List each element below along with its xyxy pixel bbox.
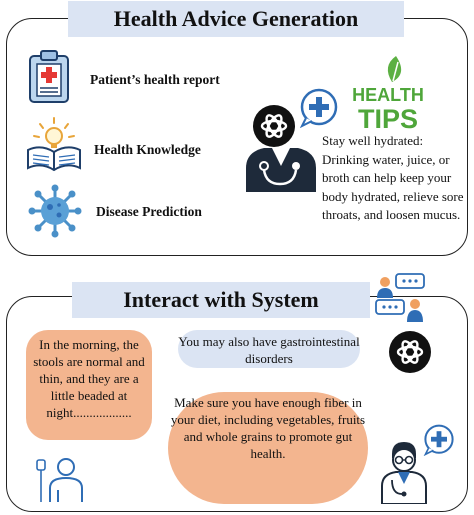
health-tips-logo	[352, 52, 424, 132]
item-label-health-knowledge: Health Knowledge	[94, 142, 201, 157]
book-lightbulb-icon	[24, 116, 84, 172]
svg-text:HEALTH: HEALTH	[352, 85, 424, 105]
svg-text:TIPS: TIPS	[357, 104, 419, 132]
health-advice-text: Stay well hydrated: Drinking water, juice, or broth can help keep your body hydrated, relieve sore throats, and loosen mucus.	[322, 133, 464, 222]
item-label-health-report: Patient’s health report	[90, 72, 220, 87]
clipboard-report-icon	[24, 48, 74, 106]
plus-bubble-icon	[298, 88, 340, 128]
virus-icon	[28, 184, 82, 238]
patient-message-bubble: In the morning, the stools are normal and thin, and they are a little beaded at night..................	[26, 330, 152, 440]
interact-title: Interact with System	[72, 282, 370, 318]
chat-users-icon	[374, 272, 426, 324]
system-message-bubble: You may also have gastrointestinal disorders	[178, 330, 360, 368]
doctor-icon	[244, 144, 318, 192]
item-label-disease-prediction: Disease Prediction	[96, 204, 202, 219]
chatgpt-logo-icon	[388, 330, 432, 374]
chatgpt-logo-icon	[252, 104, 296, 148]
doctor-avatar-icon	[380, 440, 428, 504]
patient-iv-icon	[34, 456, 86, 502]
system-advice-bubble: Make sure you have enough fiber in your diet, including vegetables, fruits and whole grains to promote gut health.	[168, 392, 368, 504]
health-advice-title: Health Advice Generation	[68, 1, 404, 37]
